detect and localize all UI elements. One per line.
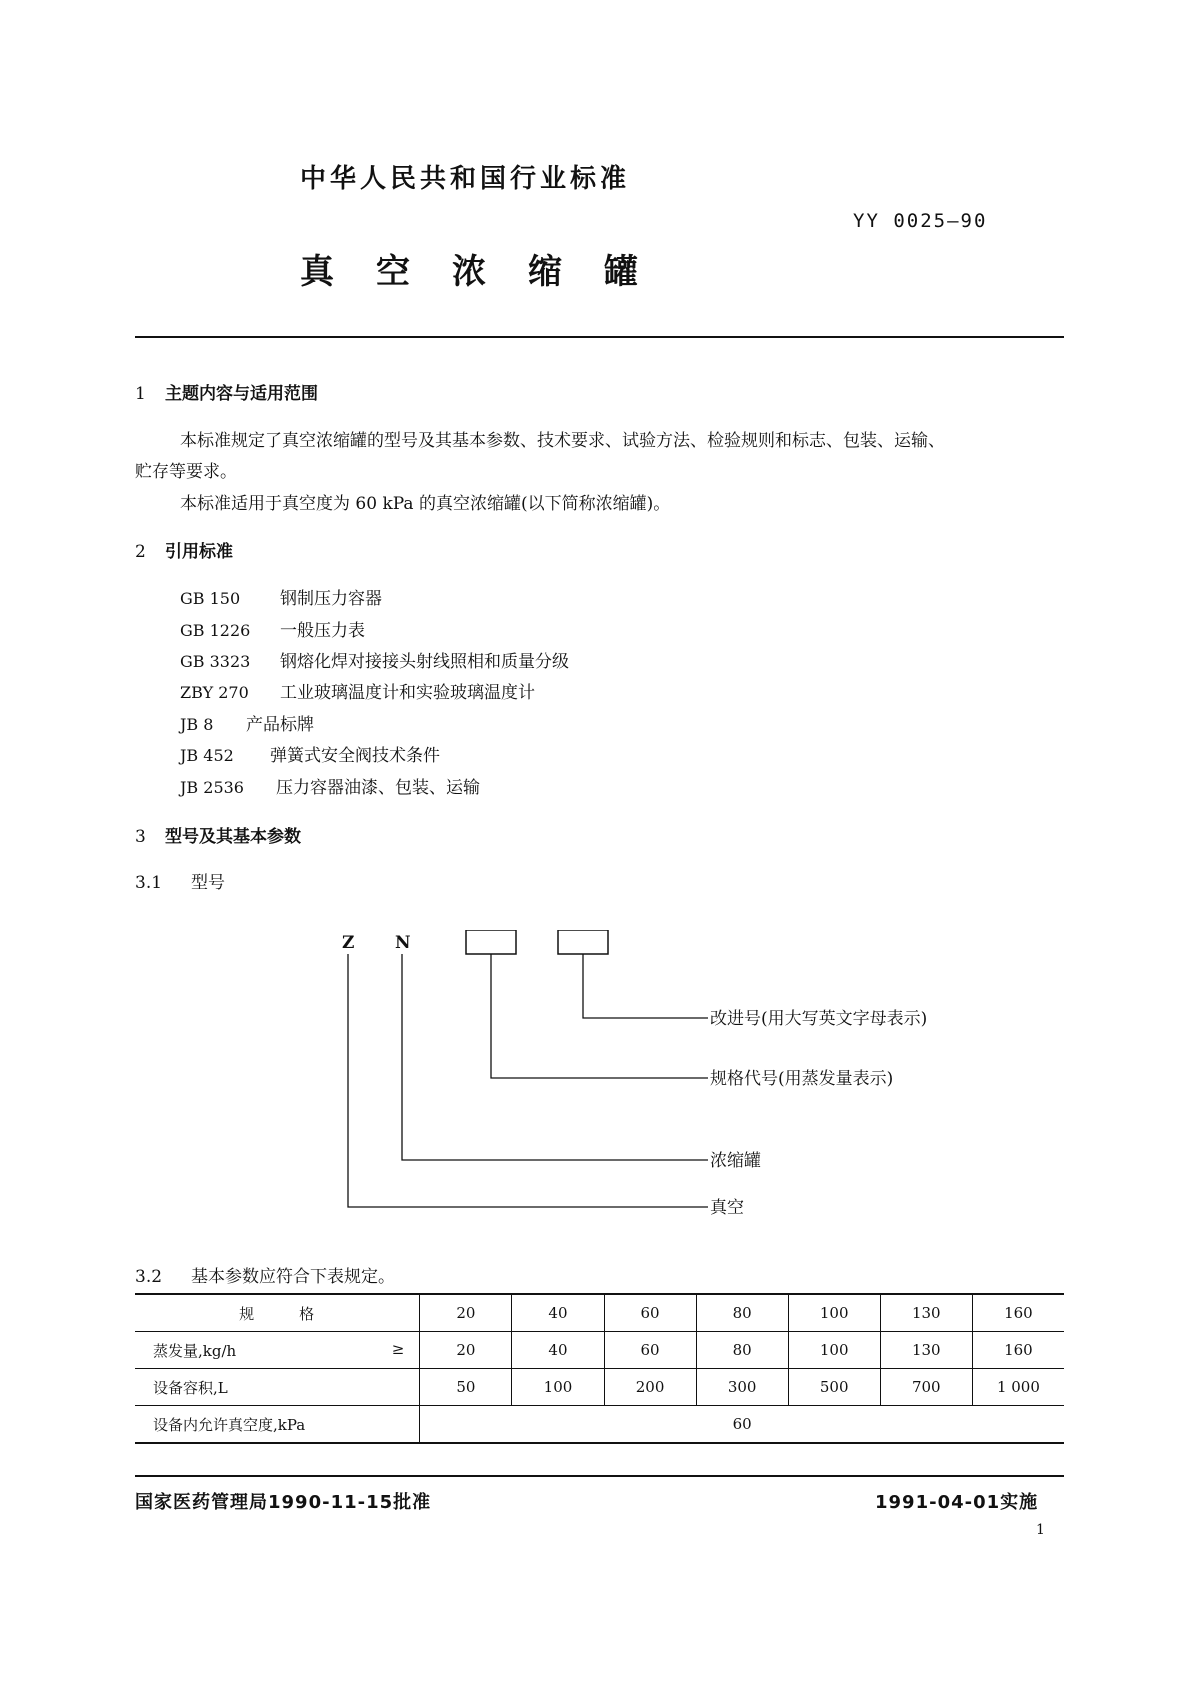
reference-item (180, 773, 480, 798)
table-cell: 300 (696, 1369, 788, 1406)
section-1-heading (135, 379, 318, 404)
table-cell: 700 (880, 1369, 972, 1406)
table-row (135, 1406, 1064, 1444)
section-number: 2 (135, 542, 146, 562)
ge-symbol: ≥ (391, 1339, 405, 1358)
reference-name: 钢制压力容器 (280, 589, 382, 609)
label-tank: 浓缩罐 (710, 1151, 761, 1171)
section-title: 型号及其基本参数 (165, 827, 301, 847)
section-2-heading (135, 537, 233, 562)
reference-code: ZBY 270 (180, 683, 249, 702)
standard-category-title: 中华人民共和国行业标准 (300, 164, 631, 194)
section-title: 主题内容与适用范围 (165, 384, 318, 404)
title-char: 浓 (452, 252, 486, 292)
table-cell: 160 (972, 1332, 1064, 1369)
table-cell: 80 (696, 1332, 788, 1369)
table-cell: 40 (512, 1332, 604, 1369)
table-cell: 500 (788, 1369, 880, 1406)
title-char: 空 (376, 252, 410, 292)
section-title: 引用标准 (165, 542, 233, 562)
row-label-vacuum: 设备内允许真空度,kPa (135, 1406, 420, 1444)
table-cell: 20 (420, 1332, 512, 1369)
label-spec: 规格代号(用蒸发量表示) (710, 1069, 894, 1089)
table-cell: 20 (420, 1294, 512, 1332)
tank-leader-line (402, 954, 708, 1160)
header-divider (135, 336, 1064, 338)
table-row (135, 1369, 1064, 1406)
table-cell: 40 (512, 1294, 604, 1332)
row-label-text: 蒸发量,kg/h (153, 1341, 237, 1360)
table-cell: 100 (788, 1332, 880, 1369)
implementation-line: 1991-04-01实施 (875, 1492, 1039, 1513)
reference-item (180, 584, 382, 609)
section-1-para-2: 本标准适用于真空度为 60 kPa 的真空浓缩罐(以下简称浓缩罐)。 (180, 494, 671, 514)
table-cell: 160 (972, 1294, 1064, 1332)
subsection-3-2-heading (135, 1262, 395, 1287)
reference-item (180, 678, 535, 703)
reference-name: 钢熔化焊对接接头射线照相和质量分级 (280, 652, 569, 672)
section-1-para-1-line-1: 本标准规定了真空浓缩罐的型号及其基本参数、技术要求、试验方法、检验规则和标志、包装、运输、 (180, 431, 945, 451)
letter-z: Z (342, 933, 355, 953)
table-cell: 100 (788, 1294, 880, 1332)
reference-code: GB 1226 (180, 621, 251, 640)
section-1-para-1-line-2: 贮存等要求。 (135, 462, 237, 482)
subsection-number: 3.1 (135, 873, 163, 893)
subsection-3-1-heading (135, 868, 225, 893)
letter-n: N (395, 933, 411, 953)
table-row (135, 1332, 1064, 1369)
section-number: 1 (135, 384, 146, 404)
footer-divider (135, 1475, 1064, 1477)
table-cell: 1 000 (972, 1369, 1064, 1406)
reference-item (180, 710, 314, 735)
row-label-spec: 规 格 (135, 1294, 420, 1332)
reference-name: 压力容器油漆、包装、运输 (276, 778, 480, 798)
table-cell: 80 (696, 1294, 788, 1332)
improve-code-box (558, 930, 608, 954)
reference-item (180, 647, 569, 672)
reference-code: JB 8 (180, 715, 214, 734)
reference-item (180, 741, 440, 766)
section-number: 3 (135, 827, 146, 847)
table-cell: 60 (604, 1294, 696, 1332)
table-cell: 60 (604, 1332, 696, 1369)
table-cell: 130 (880, 1294, 972, 1332)
title-char: 罐 (604, 252, 638, 292)
spec-code-box (466, 930, 516, 954)
row-label-volume: 设备容积,L (135, 1369, 420, 1406)
table-cell: 130 (880, 1332, 972, 1369)
parameter-table (135, 1293, 1064, 1444)
spec-leader-line (491, 954, 708, 1078)
table-cell: 100 (512, 1369, 604, 1406)
improve-leader-line (583, 954, 708, 1018)
reference-name: 一般压力表 (280, 621, 365, 641)
table-cell: 50 (420, 1369, 512, 1406)
reference-code: GB 150 (180, 589, 241, 608)
table-row (135, 1294, 1064, 1332)
label-improve: 改进号(用大写英文字母表示) (710, 1009, 928, 1029)
reference-name: 产品标牌 (246, 715, 314, 735)
reference-name: 工业玻璃温度计和实验玻璃温度计 (280, 683, 535, 703)
section-3-heading (135, 822, 301, 847)
page-number: 1 (1036, 1522, 1045, 1538)
reference-item (180, 616, 365, 641)
reference-code: JB 452 (180, 746, 234, 765)
table-cell: 200 (604, 1369, 696, 1406)
table-cell-merged: 60 (420, 1406, 1064, 1444)
approval-line: 国家医药管理局1990-11-15批准 (135, 1492, 432, 1513)
row-label-evaporation (135, 1332, 420, 1369)
reference-name: 弹簧式安全阀技术条件 (270, 746, 440, 766)
title-char: 真 (300, 252, 334, 292)
reference-code: JB 2536 (180, 778, 244, 797)
title-char: 缩 (528, 252, 562, 292)
model-code-diagram (340, 930, 980, 1230)
label-vacuum: 真空 (710, 1198, 744, 1218)
subsection-number: 3.2 (135, 1267, 163, 1287)
standard-number: YY 0025—90 (853, 210, 988, 232)
subsection-title: 基本参数应符合下表规定。 (191, 1267, 395, 1287)
subsection-title: 型号 (191, 873, 225, 893)
reference-code: GB 3323 (180, 652, 251, 671)
document-title (300, 244, 680, 293)
